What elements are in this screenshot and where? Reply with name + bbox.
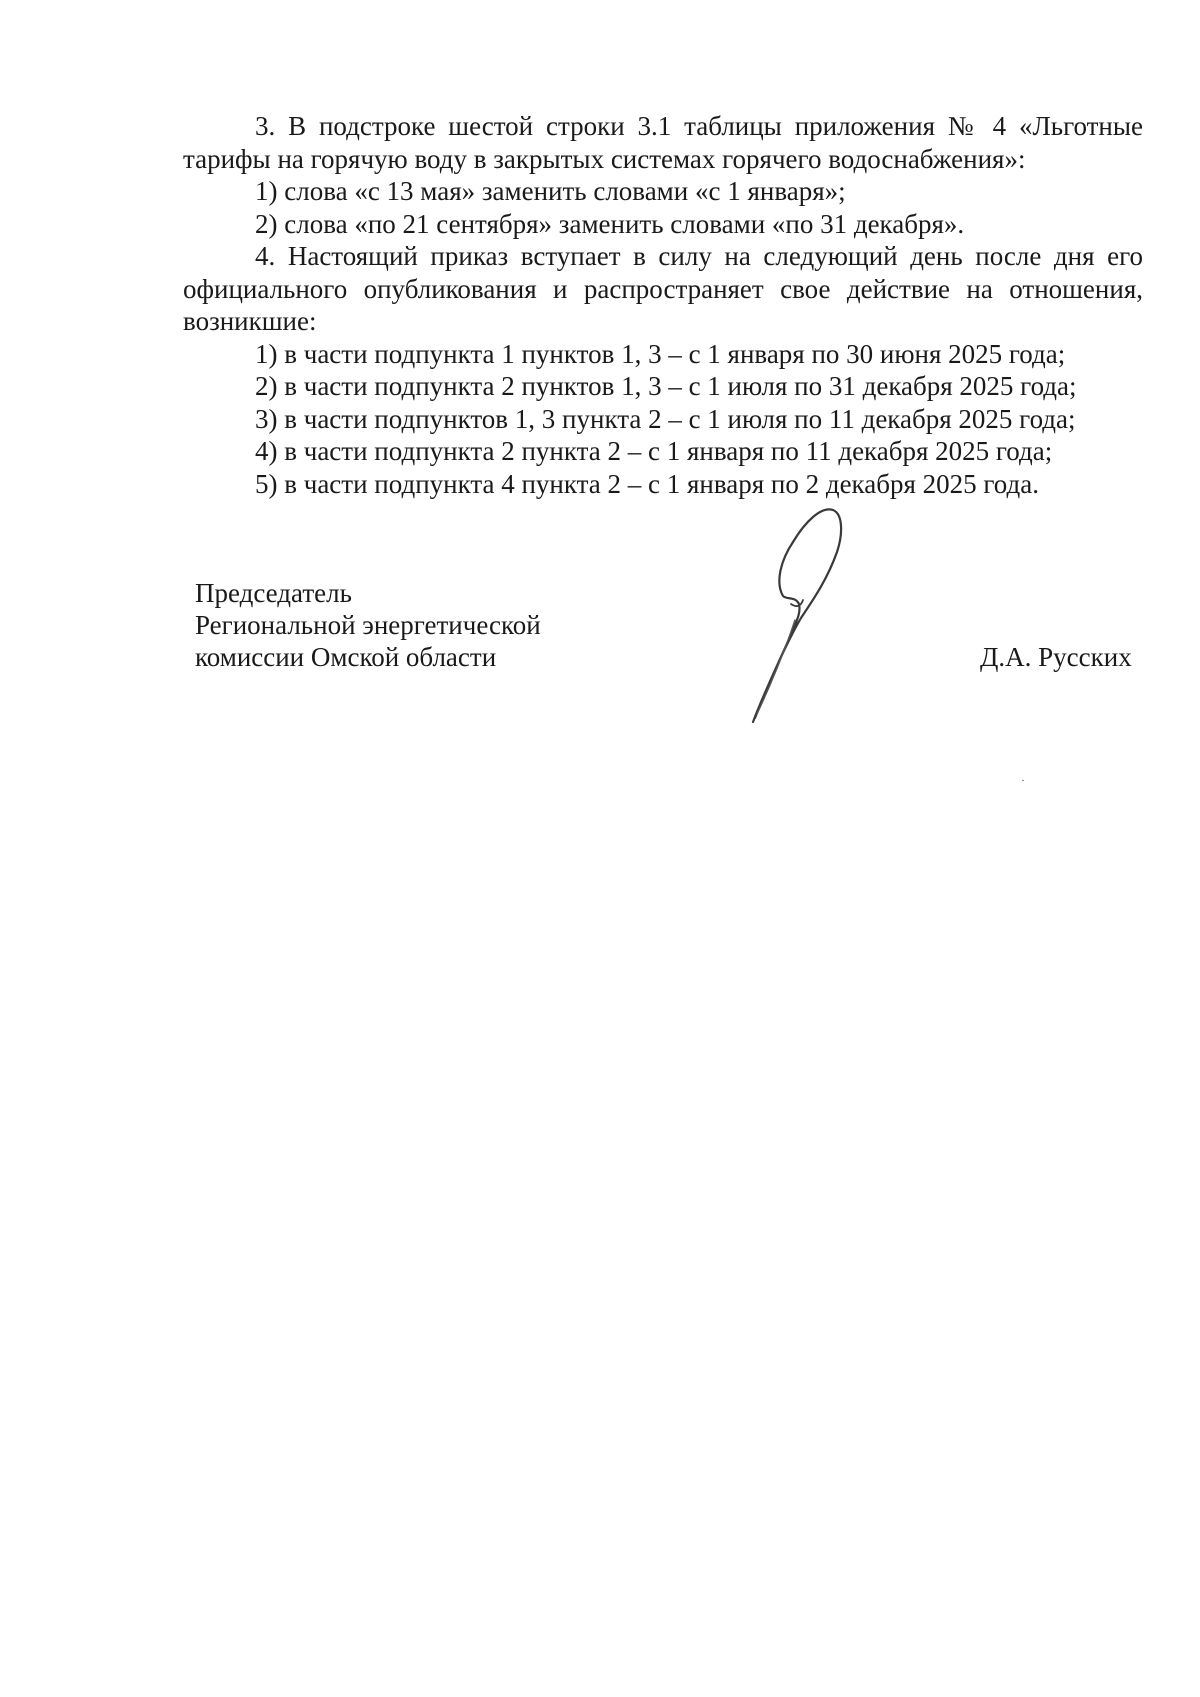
scan-speck [1022, 780, 1024, 781]
signer-position [195, 577, 541, 673]
list-item: 1) в части подпункта 1 пунктов 1, 3 – с 1 января по 30 июня 2025 года; [255, 338, 1066, 369]
list-item: 1) слова «с 13 мая» заменить словами «с 1 января»; [255, 176, 846, 206]
list-item: 5) в части подпункта 4 пункта 2 – с 1 января по 2 декабря 2025 года. [255, 468, 1040, 499]
handwritten-signature [745, 500, 885, 730]
position-line: Председатель [195, 578, 352, 608]
list-item: 3) в части подпунктов 1, 3 пункта 2 – с 1 июля по 11 декабря 2025 года; [255, 403, 1076, 434]
paragraph-4: 4. Настоящий приказ вступает в силу на следующий день после дня его официального опубликования и распространяет свое действие на отношения, возникшие: [183, 241, 1143, 336]
list-item: 2) в части подпункта 2 пунктов 1, 3 – с 1 июля по 31 декабря 2025 года; [255, 371, 1077, 401]
position-line: Региональной энергетической [195, 610, 541, 640]
paragraph-3: 3. В подстроке шестой строки 3.1 таблицы приложения № 4 «Льготные тарифы на горячую воду в закрытых системах горячего водоснабжения»: [183, 111, 1143, 174]
list-item: 2) слова «по 21 сентября» заменить словами «по 31 декабря». [255, 208, 965, 239]
position-line: комиссии Омской области [195, 642, 497, 672]
list-item: 4) в части подпункта 2 пункта 2 – с 1 января по 11 декабря 2025 года; [255, 436, 1053, 466]
signer-name: Д.А. Русских [980, 642, 1132, 672]
document-body [183, 110, 1143, 500]
